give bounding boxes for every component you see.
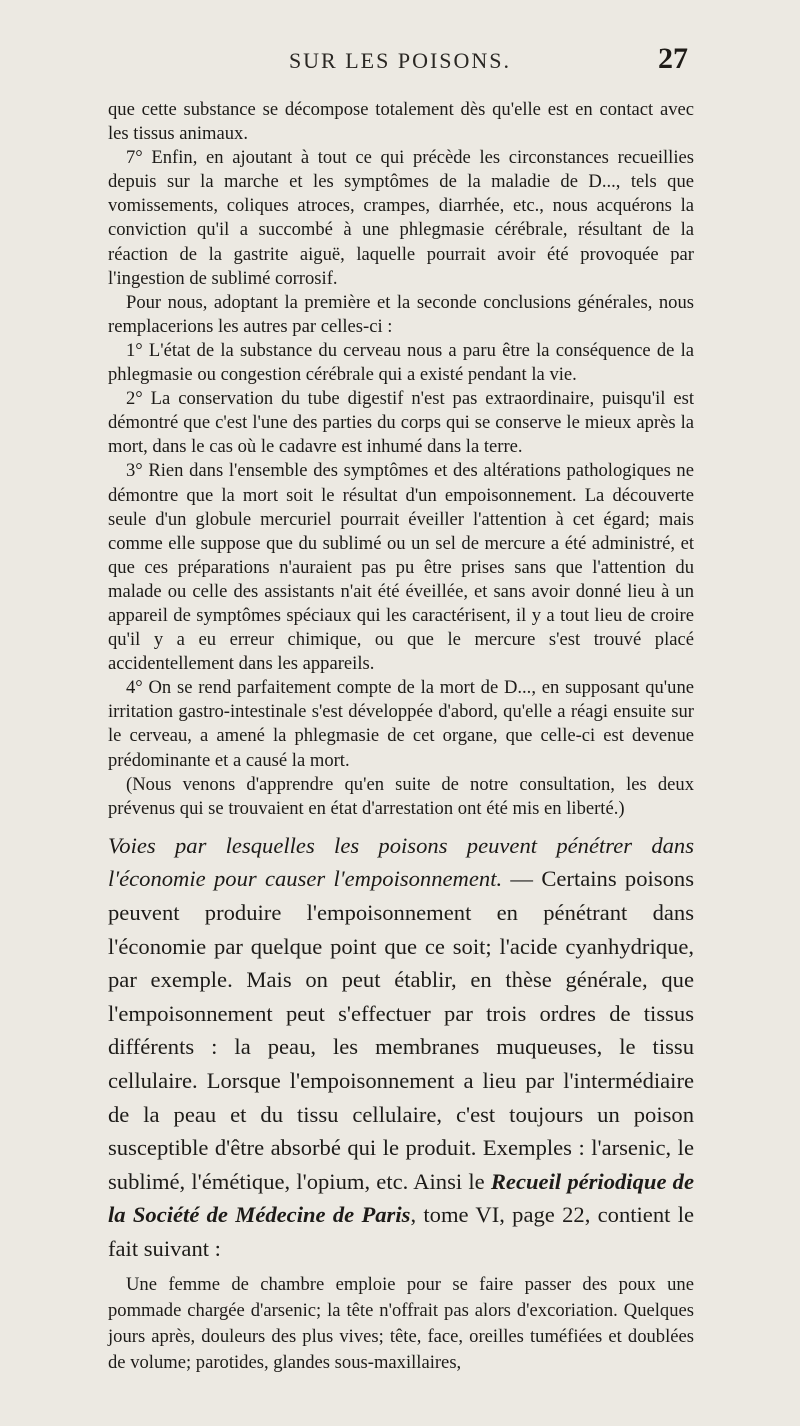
case-paragraph: Une femme de chambre emploie pour se faire passer des poux une pommade chargée d'arsenic; la tête n'offrait pas alors d'excoriation. Quelques jours après, douleurs des plus vives; tête, face, oreilles tuméfiées et doublées de volume; parotides, glandes sous-maxillaires, (108, 1273, 694, 1373)
case-report (108, 1272, 694, 1376)
paragraph-conclusions-intro: Pour nous, adoptant la première et la seconde conclusions générales, nous remplacerions les autres par celles-ci : (108, 291, 694, 337)
paragraph-point-7: 7° Enfin, en ajoutant à tout ce qui précède les circonstances recueillies depuis sur la marche et les symptômes de la maladie de D..., tels que vomissements, coliques atroces, crampes, diarrhée, etc., nous acquérons la conviction qu'il a succombé à une phlegmasie cérébrale, résultant de la réaction de la gastrite aiguë, laquelle pourrait avoir été provoquée par l'ingestion de sublimé corrosif. (108, 147, 694, 289)
section-body-end: , tome VI, page 22, contient le fait suivant : (108, 1202, 694, 1261)
paragraph-conclusion-3: 3° Rien dans l'ensemble des symptômes et des altérations pathologiques ne démontre que la mort soit le résultat d'un empoisonnement. La découverte seule d'un globule mercuriel pourrait éveiller l'attention à cet égard; mais comme elle suppose que du sublimé ou un sel de mercure a été administré, et que ces préparations n'auraient pas pu être prises sans que l'attention du malade ou celle des assistants n'ait été éveillée, et sans avoir donné lieu à un appareil de symptômes spéciaux qui les caractérisent, il y a tout lieu de croire qu'il y a eu erreur chimique, ou que le mercure s'est trouvé placé accidentellement dans les appareils. (108, 460, 694, 675)
paragraph-conclusion-1: 1° L'état de la substance du cerveau nous a paru être la conséquence de la phlegmasie ou congestion cérébrale qui a existé pendant la vie. (108, 339, 694, 386)
section-paragraph (108, 829, 694, 1266)
consultation-conclusions (108, 98, 694, 821)
paragraph-conclusion-4: 4° On se rend parfaitement compte de la mort de D..., en supposant qu'une irritation gastro-intestinale s'est développée d'abord, qu'elle a réagi ensuite sur le cerveau, a amené la phlegmasie de cet organe, que celle-ci est devenue prédominante et a causé la mort. (108, 677, 694, 771)
section-body-start: — Certains poisons peuvent produire l'empoisonnement en pénétrant dans l'économie par quelque point que ce soit; l'acide cyanhydrique, par exemple. Mais on peut établir, en thèse générale, que l'empoisonnement peut s'effectuer par trois ordres de tissus différents : la peau, les membranes muqueuses, le tissu cellulaire. Lorsque l'empoisonnement a lieu par l'intermédiaire de la peau et du tissu cellulaire, c'est toujours un poison susceptible d'être absorbé qui le produit. Exemples : l'arsenic, le sublimé, l'émétique, l'opium, etc. Ainsi le (108, 866, 694, 1194)
page-header (0, 42, 800, 88)
paragraph-note: (Nous venons d'apprendre qu'en suite de notre consultation, les deux prévenus qui se trouvaient en état d'arrestation ont été mis en liberté.) (108, 773, 694, 819)
section-voies (108, 829, 694, 1266)
section-heading: Voies par lesquelles les poisons peuvent pénétrer dans l'économie pour causer l'empoisonnement. (108, 832, 694, 892)
paragraph-conclusion-2: 2° La conservation du tube digestif n'est pas extraordinaire, puisqu'il est démontré que c'est l'une des parties du corps qui se conserve le mieux après la mort, dans le cas où le cadavre est inhumé dans la terre. (108, 388, 694, 458)
running-title: SUR LES POISONS. (288, 48, 512, 73)
page-number: 27 (658, 42, 688, 75)
page-body (108, 98, 694, 1376)
reference-title: Recueil périodique de la Société de Médecine de Paris (108, 1168, 694, 1228)
paragraph-continuation: que cette substance se décompose totalement dès qu'elle est en contact avec les tissus animaux. (108, 99, 694, 145)
